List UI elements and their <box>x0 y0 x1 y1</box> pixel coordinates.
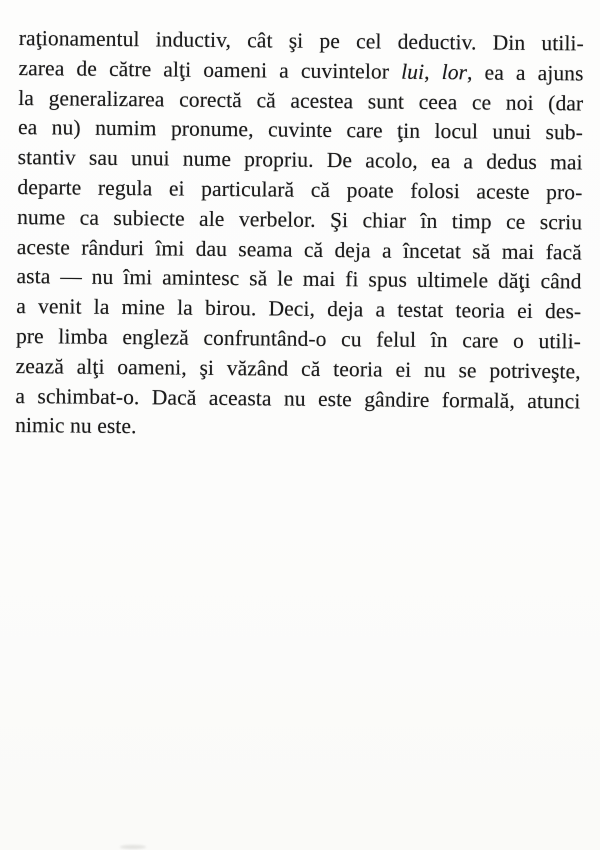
text-run: nume ca subiecte ale verbelor. Şi chiar în timp ce scriu <box>17 204 583 235</box>
text-line <box>16 352 581 387</box>
text-line <box>15 411 580 446</box>
text-run: , ea a ajuns <box>466 60 584 86</box>
text-run: a schimbat-o. Dacă aceasta nu este gândire formală, atunci <box>15 383 581 413</box>
italic-word: lui <box>401 59 425 84</box>
text-run: departe regula ei particulară că poate folosi aceste pro- <box>17 174 583 205</box>
text-run: a venit la mine la birou. Deci, deja a testat teoria ei des- <box>16 294 582 324</box>
text-run: nimic nu este. <box>15 413 137 439</box>
text-run: pre limba engleză confruntând-o cu felul în care o utili- <box>15 323 582 354</box>
text-run: raţionamentul inductiv, cât şi pe cel deductiv. Din utili- <box>18 25 584 56</box>
text-run: asta — nu îmi amintesc să le mai fi spus ultimele dăţi când <box>16 264 582 294</box>
text-run: aceste rânduri îmi dau seama că deja a încetat să mai facă <box>16 234 582 264</box>
text-run: zează alţi oameni, şi văzând că teoria ei nu se potriveşte, <box>15 353 581 384</box>
text-line <box>18 54 583 89</box>
scan-smudge <box>120 845 146 849</box>
text-run: stantiv sau unui nume propriu. De acolo, ea a dedus mai <box>17 145 583 175</box>
text-block <box>15 24 584 447</box>
text-run: la generalizarea corectă că acestea sunt ceea ce noi (dar <box>18 85 584 116</box>
text-line <box>17 203 582 238</box>
text-run: , <box>424 59 442 84</box>
italic-word: lor <box>441 59 468 85</box>
text-run: zarea de către alţi oameni a cuvintelor <box>18 55 402 84</box>
text-run: ea nu) numim pronume, cuvinte care ţin locul unui sub- <box>17 115 584 145</box>
